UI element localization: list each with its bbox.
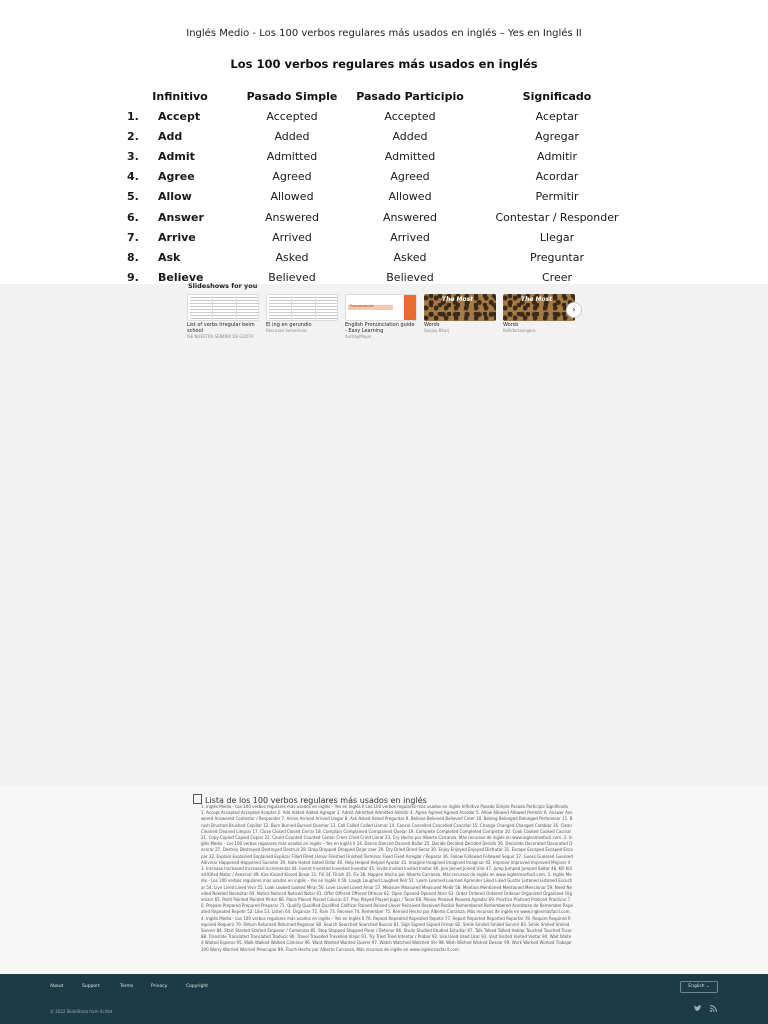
slideshow-card[interactable] <box>424 294 496 333</box>
rss-icon[interactable] <box>710 1005 717 1014</box>
cell-ps: Admitted <box>266 150 318 164</box>
slideshow-author: Recursos Inmersivos <box>266 328 308 333</box>
description-text: 1. Inglés Medio - Los 100 verbos regulares más usados en inglés – Yes en Inglés II Los 100 verbos regulares más usados en inglés Infinitivo Pasado Simple Pasado Participio Significado 1. Accept Accepted Accepted Aceptar 2. Add Added Added Agregar 3. Admit Admitted Admitted Admitir 4. Agree Agreed Agreed Acordar 5. Allow Allowed Allowed Permitir 6. Answer Answered Answered Contestar / Responder 7. Arrive Arrived Arrived Llegar 8. Ask Asked Asked Preguntar 9. Believe Believed Believed Creer 10. Belong Belonged Belonged Pertenecer 11. Brush Brushed Brushed Cepillar 12. Burn Burned Burned Quemar 13. Call Called Called Llamar 14. Cancel Cancelled Cancelled Cancelar 15. Change Changed Changed Cambiar 16. Clean Cleaned Cleaned Limpiar 17. Close Closed Closed Cerrar 18. Complain Complained Complained Quejar 19. Complete Completed Completed Completar 20. Cook Cooked Cooked Cocinar 21. Copy Copied Copied Copiar 22. Count Counted Counted Contar Creer Cried Cried Llorar 23. Cry Hecho por Alberto Carranza. Más recursos de inglés en www.inglesmasfacil.com. 2. Inglés Medio - Los 100 verbos regulares más usados en inglés – Yes en Inglés II 24. Dance Danced Danced Bailar 25. Decide Decided Decided Decidir 26. Decorate Decorated Decorated Decorar 27. Destroy Destroyed Destroyed Destruir 28. Drop Dropped Dropped Dejar caer 29. Dry Dried Dried Secar 30. Enjoy Enjoyed Enjoyed Disfrutar 31. Escape Escaped Escaped Escapar 32. Explain Explained Explained Explicar Filled Filled Llenar Finished Finished Terminar Fixed Fixed Arreglar / Reparar 36. Follow Followed Followed Seguir 37. Guess Guessed Guessed Adivinar Happened Happened Suceder 39. Hate Hated Hated Odiar 40. Help Helped Helped Ayudar 41. Imagine Imagined Imagined Imaginar 42. Improve Improved Improved Mejorar 43. Increase Increased Increased Incrementar 44. Invent Invented Invented Inventar 45. Invite Invited Invited Invitar 46. Join Joined Joined Unir 47. Jump Jumped Jumped Saltar 48. Kill Killed Killed Matar / Asesinar 49. Kiss Kissed Kissed Besar 31. Fill 34. Finish 35. Fix 38. Happen Hecho por Alberto Carranza. Más recursos de inglés en www.inglesmasfacil.com. 3. Inglés Medio - Los 100 verbos regulares más usados en inglés – Yes en Inglés II 50. Laugh Laughed Laughed Reír 51. Learn Learned Learned Aprender Liked Liked Gustar Listened Listened Escuchar 54. Live Lived Lived Vivir 55. Look Looked Looked Mirar 56. Love Loved Loved Amar 57. Measure Measured Measured Medir 58. Mention Mentioned Mentioned Mencionar 59. Need Needed Needed Necesitar 60. Notice Noticed Noticed Notar 61. Offer Offered Offered Ofrecer 62. Open Opened Opened Abrir 63. Order Ordered Ordered Ordenar Organized Organized Organizar 65. Paint Painted Painted Pintar 66. Place Placed Placed Colocar 67. Play Played Played Jugar / Tocar 68. Please Pleased Pleased Agradar 69. Practice Praticed Praticed Practicar 70. Prepare Prepared Prepared Preparar 71. Qualify Qualified Qualified Calificar Rained Rained Llover Received Received Recibir Remembered Remembered Acordarse de Remember Repeated Repeated Repetir 52. Like 53. Listen 64. Organize 72. Rain 73. Receive 74. Remember 75. Remind Hecho por Alberto Carranza. Más recursos de inglés en www.inglesmasfacil.com. 4. Inglés Medio - Los 100 verbos regulares más usados en inglés – Yes en Inglés II 76. Repeat Repeated Repeated Repetir 77. Report Reported Reported Reportar 78. Require Required Required Requerir 79. Return Returned Returned Regresar 80. Search Searched Searched Buscar 81. Sign Signed Signed Firmar 82. Smile Smiled Smiled Sonreir 83. Smile Smiled Smiled Sonreir 84. Start Started Started Empezar / Comenzar 85. Stop Stopped Stopped Parar / Detener 86. Study Studied Studied Estudiar 87. Talk Talked Talked Hablar Touched Touched Tocar 88. Translate Translated Translated Traducir 90. Travel Travelled Travelled Viajar 91. Try Tried Tried Intentar / Probar 92. Use Used Used Usar 93. Visit Visited Visited Visitar 94. Wait Waited Waited Esperar 95. Walk Walked Walked Caminar 96. Want Wanted Wanted Querer 97. Watch Watched Watched Ver 98. Wish Wished Wished Desear 99. Work Worked Worked Trabajar 100 Worry Worried Worried Preocupar 89. Touch Hecho por Alberto Carranza. Más recursos de inglés en www.inglesmasfacil.com. <box>201 804 573 952</box>
cell-num: 2. <box>127 130 139 144</box>
footer-link-support[interactable]: Support <box>82 984 100 989</box>
cell-ps: Asked <box>275 250 309 264</box>
cell-pp: Accepted <box>384 110 436 123</box>
table-row <box>0 110 768 130</box>
document-header: Inglés Medio - Los 100 verbos regulares más usados en inglés – Yes en Inglés II <box>186 28 582 39</box>
cell-sig: Contestar / Responder <box>495 210 619 224</box>
cell-sig: Llegar <box>539 230 575 244</box>
cell-num: 5. <box>127 190 139 204</box>
cell-pp: Added <box>392 130 428 144</box>
col-pasado-simple: Pasado Simple <box>246 90 338 103</box>
footer-link-copyright[interactable]: Copyright <box>186 984 208 989</box>
thumbnail-text: The Most <box>521 296 553 303</box>
cell-pp: Asked <box>393 250 427 264</box>
table-row <box>0 211 768 231</box>
cell-num: 3. <box>127 150 139 164</box>
slideshow-card[interactable] <box>345 294 417 339</box>
table-row <box>0 231 768 251</box>
slideshow-thumbnail[interactable] <box>503 294 575 321</box>
slideshow-caption[interactable]: Words <box>424 322 440 328</box>
slideshow-thumbnail[interactable] <box>424 294 496 321</box>
cell-ps: Agreed <box>272 170 312 184</box>
document-icon <box>193 794 202 804</box>
document-title: Los 100 verbos regulares más usados en inglés <box>230 57 538 71</box>
slideshow-thumbnail[interactable] <box>266 294 338 321</box>
cell-num: 7. <box>127 230 139 244</box>
cell-sig: Acordar <box>535 170 579 184</box>
cell-pp: Admitted <box>384 150 436 164</box>
slideshow-author: Sanjay Bharj <box>424 328 450 333</box>
col-infinitivo: Infinitivo <box>152 90 208 103</box>
thumbnail-text: Pronunciación <box>350 304 375 308</box>
cell-num: 1. <box>127 110 139 123</box>
slideshow-thumbnail[interactable] <box>187 294 259 321</box>
cell-num: 4. <box>127 170 139 184</box>
cell-pp: Arrived <box>390 230 430 244</box>
carousel-next-button[interactable] <box>566 302 582 318</box>
cell-inf: Arrive <box>158 230 196 244</box>
cell-ps: Answered <box>264 210 320 224</box>
copyright-text: © 2022 SlideShare from Scribd <box>50 1009 113 1014</box>
cell-inf: Ask <box>158 250 181 264</box>
cell-pp: Allowed <box>388 190 432 204</box>
slideshow-caption[interactable]: English Pronunciation guide - Easy Learning <box>345 322 415 334</box>
cell-inf: Answer <box>158 210 204 224</box>
cell-num: 6. <box>127 210 139 224</box>
cell-ps: Arrived <box>272 230 312 244</box>
cell-ps: Added <box>274 130 310 144</box>
slideshow-card[interactable] <box>503 294 575 333</box>
cell-sig: Agregar <box>535 130 579 144</box>
footer-link-about[interactable]: About <box>50 984 64 989</box>
table-row <box>0 190 768 210</box>
cell-sig: Aceptar <box>535 110 579 123</box>
thumbnail-text: The Most <box>442 296 474 303</box>
cell-num: 8. <box>127 250 139 264</box>
slideshow-author: ISE NUESTRA SENORA DE GUOTA <box>187 334 254 339</box>
cell-inf: Add <box>158 130 183 144</box>
cell-inf: Allow <box>158 190 192 204</box>
cell-num: 9. <box>127 270 139 284</box>
slideshow-card[interactable] <box>187 294 259 339</box>
cell-pp: Answered <box>382 210 438 224</box>
document-page <box>0 0 768 284</box>
slideshow-caption[interactable]: Words <box>503 322 519 328</box>
language-select[interactable]: English ⌄ <box>680 981 718 993</box>
col-pasado-participio: Pasado Participio <box>356 90 464 103</box>
chevron-right-icon: › <box>572 305 576 314</box>
cell-sig: Creer <box>541 270 573 284</box>
cell-ps: Allowed <box>270 190 314 204</box>
cell-pp: Agreed <box>390 170 430 184</box>
slideshow-author: AudrayMayer <box>345 334 372 339</box>
cell-sig: Permitir <box>535 190 579 204</box>
slideshow-card[interactable] <box>266 294 338 333</box>
slideshow-thumbnail[interactable] <box>345 294 417 321</box>
table-row <box>0 130 768 150</box>
slideshows-section <box>0 284 768 786</box>
description-section <box>0 786 768 974</box>
cell-inf: Admit <box>158 150 195 164</box>
footer-link-terms[interactable]: Terms <box>120 984 134 989</box>
cell-inf: Believe <box>158 270 204 284</box>
slideshows-title: Slideshows for you <box>188 282 258 290</box>
cell-ps: Accepted <box>266 110 318 123</box>
cell-pp: Believed <box>386 270 434 284</box>
cell-sig: Preguntar <box>530 250 584 264</box>
cell-ps: Believed <box>268 270 316 284</box>
footer <box>0 974 768 1024</box>
cell-inf: Accept <box>158 110 201 123</box>
footer-link-privacy[interactable]: Privacy <box>151 984 168 989</box>
col-significado: Significado <box>522 90 592 103</box>
twitter-icon[interactable] <box>694 1005 702 1014</box>
slideshow-caption[interactable]: List of verbs Irregular beim school <box>187 322 255 334</box>
slideshow-caption[interactable]: El ing en gerundio <box>266 322 312 328</box>
table-row <box>0 251 768 271</box>
table-row <box>0 150 768 170</box>
cell-inf: Agree <box>158 170 195 184</box>
table-row <box>0 170 768 190</box>
slideshow-author: Kallidarlaongara <box>503 328 536 333</box>
cell-sig: Admitir <box>537 150 577 164</box>
description-title: Lista de los 100 verbos regulares más usados en inglés <box>193 794 427 805</box>
